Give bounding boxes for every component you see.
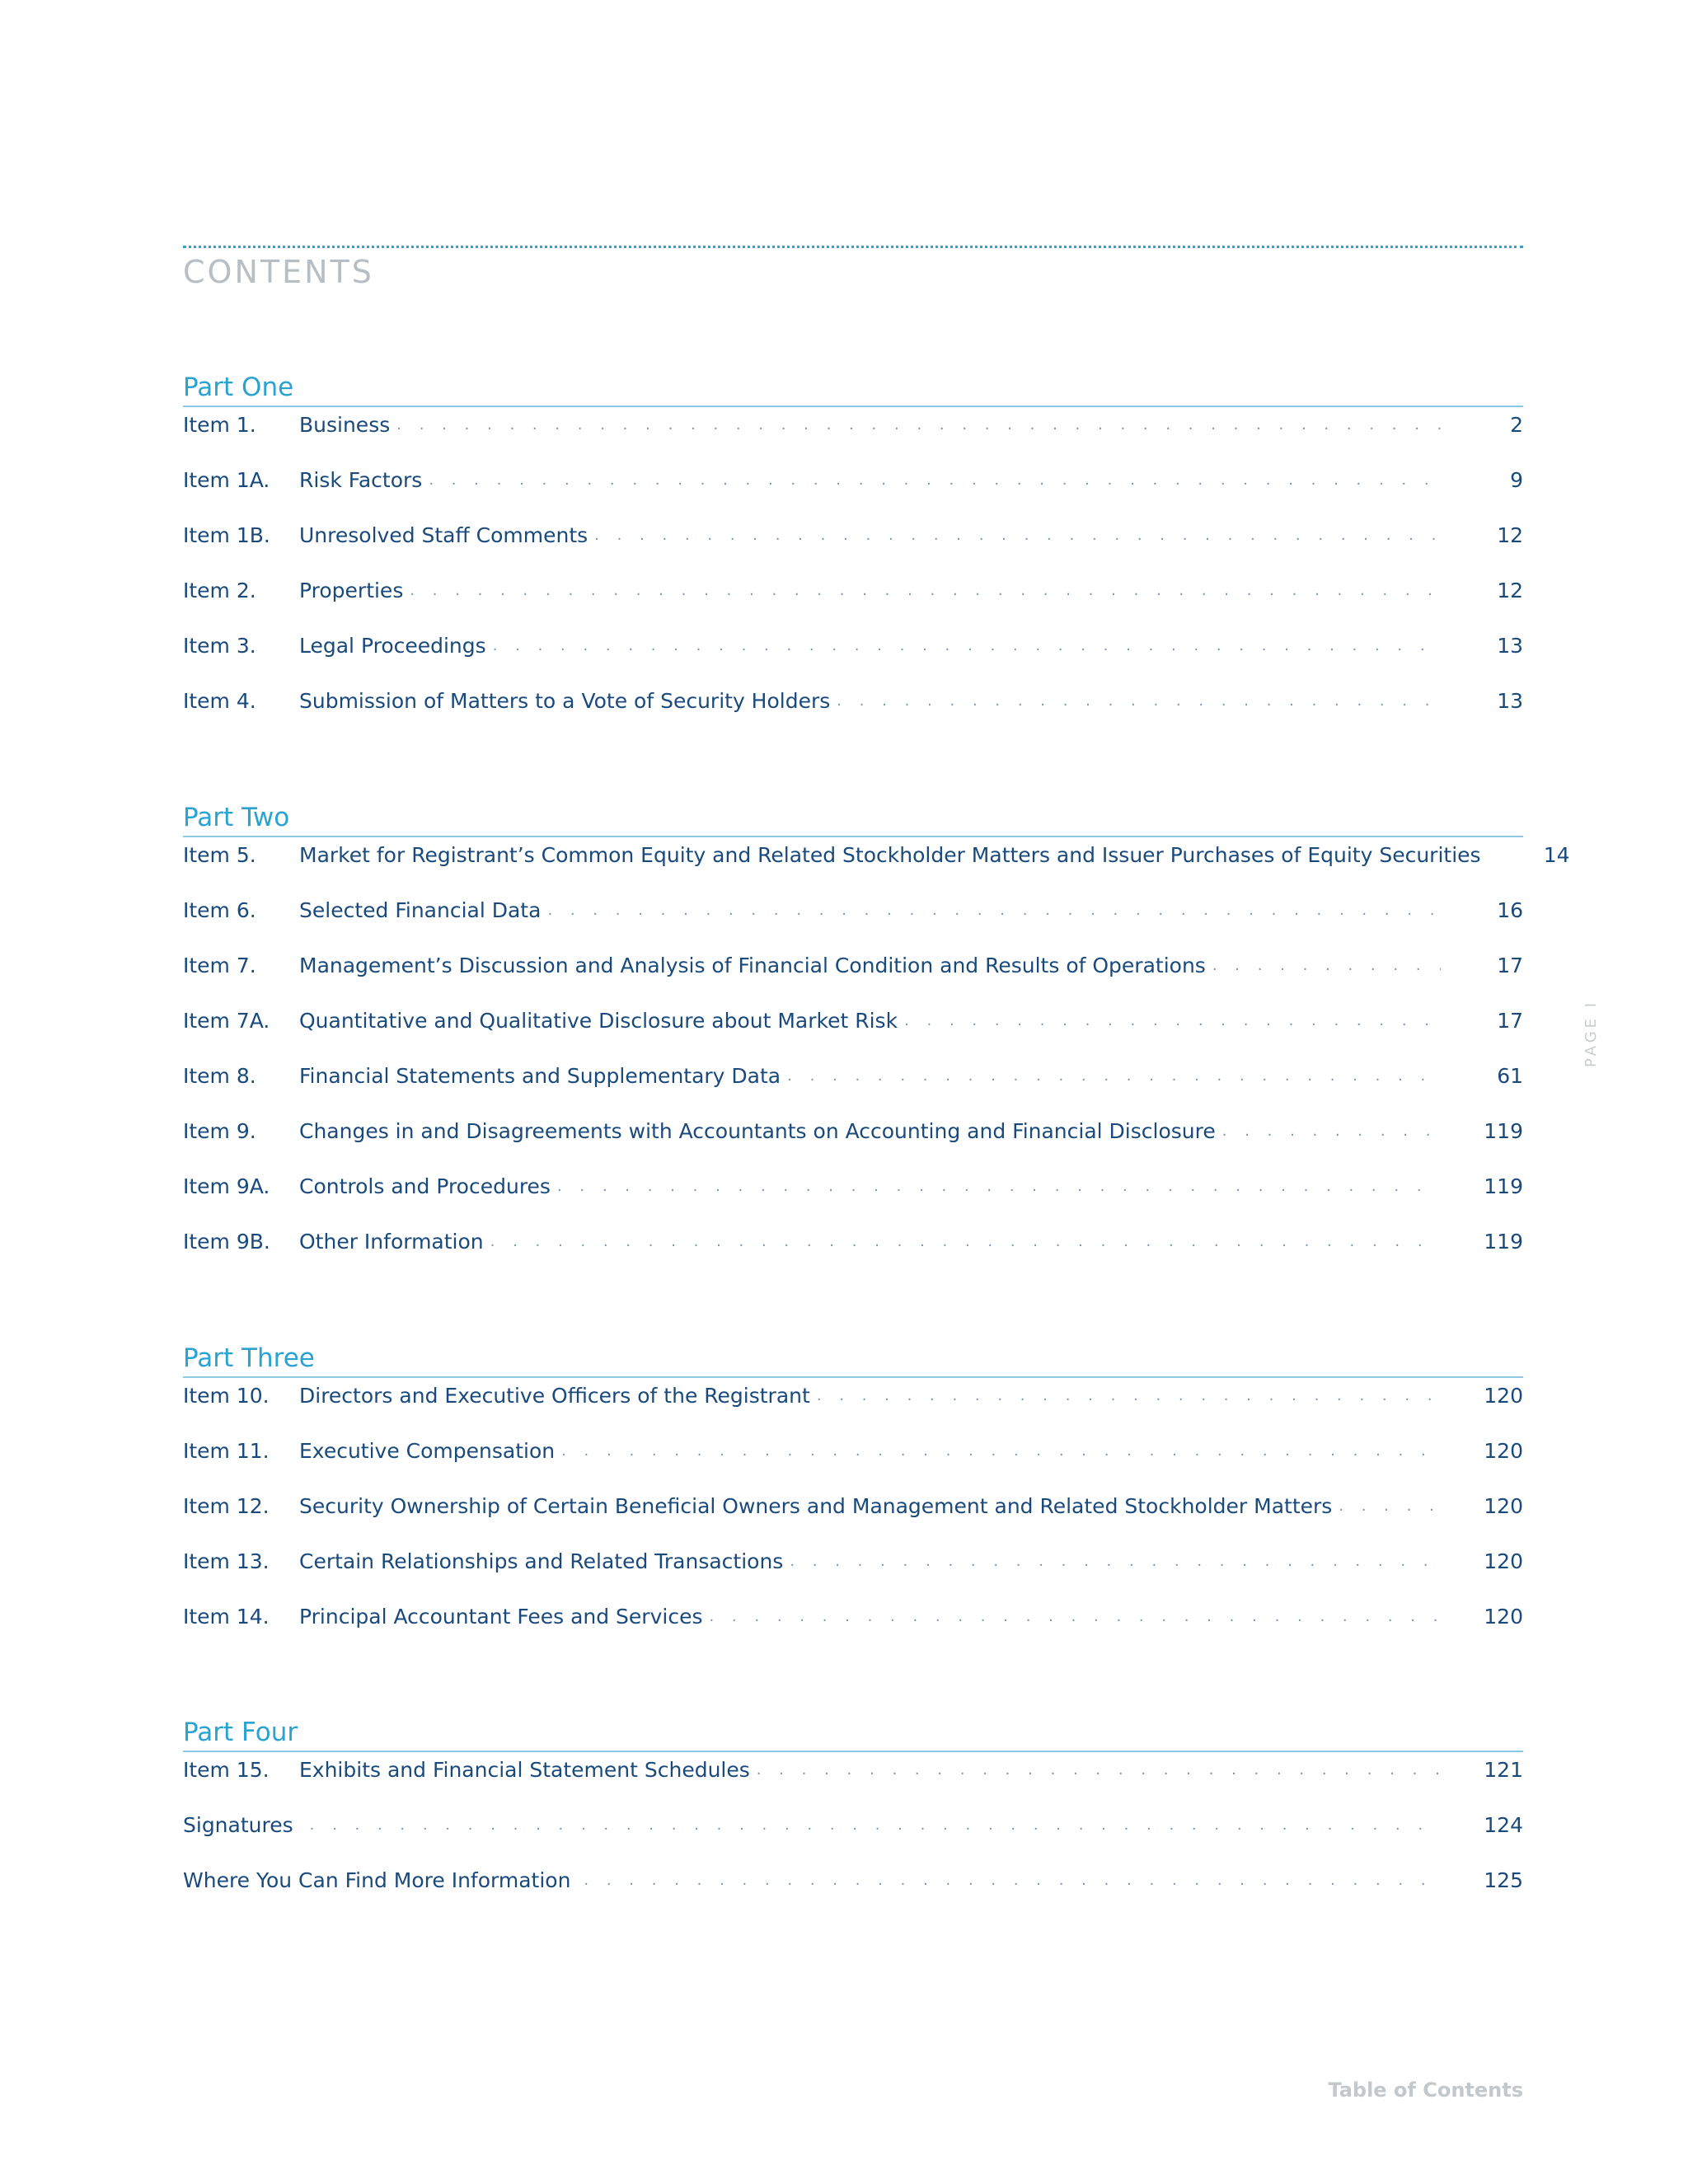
toc-row[interactable] [183,467,1523,523]
dot-leader [904,1008,1441,1034]
item-number: Item 12. [183,1494,270,1518]
toc-row[interactable] [183,1118,1523,1174]
item-title[interactable]: Unresolved Staff Comments [299,523,588,547]
dot-leader [837,688,1441,715]
item-title[interactable]: Business [299,413,391,437]
page-title: CONTENTS [183,254,374,290]
page-number[interactable]: 120 [1484,1494,1523,1518]
toc-row[interactable] [183,1868,1523,1923]
item-number: Item 10. [183,1384,270,1408]
item-title[interactable]: Exhibits and Financial Statement Schedules [299,1758,750,1782]
page-number[interactable]: 17 [1497,954,1523,977]
page-number[interactable]: 2 [1510,413,1523,437]
dot-leader [790,1549,1441,1575]
item-number: Item 8. [183,1064,256,1088]
item-title[interactable]: Management’s Discussion and Analysis of Financial Condition and Results of Operations [299,954,1206,977]
toc-row[interactable] [183,898,1523,953]
item-number: Item 9A. [183,1174,270,1198]
page-number[interactable]: 119 [1484,1174,1523,1198]
dot-leader [1212,953,1441,979]
toc-row[interactable] [183,1604,1523,1659]
dot-leader [817,1383,1441,1409]
dot-leader [310,1812,1441,1839]
toc-row[interactable] [183,1549,1523,1604]
page-number[interactable]: 13 [1497,689,1523,713]
page-number[interactable]: 61 [1497,1064,1523,1088]
item-number: Item 7A. [183,1009,270,1033]
page-number[interactable]: 14 [1543,843,1570,867]
item-number: Item 1B. [183,523,270,547]
toc-row[interactable] [183,1383,1523,1438]
dot-leader [594,523,1441,549]
toc-row[interactable] [183,633,1523,688]
dot-leader [1222,1118,1441,1145]
page-number[interactable]: 120 [1484,1605,1523,1629]
toc-row[interactable] [183,1812,1523,1868]
page-number[interactable]: 124 [1484,1813,1523,1837]
item-number: Item 7. [183,954,256,977]
item-title[interactable]: Executive Compensation [299,1439,556,1463]
item-number: Item 1A. [183,468,270,492]
item-title[interactable]: Financial Statements and Supplementary Data [299,1064,781,1088]
dot-leader [547,898,1441,924]
page-number[interactable]: 120 [1484,1384,1523,1408]
page-number[interactable]: 12 [1497,523,1523,547]
toc-row[interactable] [183,1757,1523,1812]
part-four-section [183,1716,1523,1923]
item-number: Item 13. [183,1549,270,1573]
toc-row[interactable] [183,688,1523,743]
dot-leader [429,467,1441,494]
item-title[interactable]: Certain Relationships and Related Transactions [299,1549,784,1573]
toc-row[interactable] [183,953,1523,1008]
item-number: Item 9B. [183,1230,270,1254]
item-number: Item 3. [183,634,256,658]
page-number[interactable]: 125 [1484,1868,1523,1892]
page-number[interactable]: 119 [1484,1119,1523,1143]
toc-row[interactable] [183,412,1523,467]
item-title[interactable]: Submission of Matters to a Vote of Security Holders [299,689,831,713]
contents-page [183,246,1523,293]
item-number: Item 2. [183,579,256,602]
dot-leader [557,1174,1441,1200]
toc-row[interactable] [183,842,1570,898]
item-number: Item 9. [183,1119,256,1143]
item-title[interactable]: Security Ownership of Certain Beneficial Owners and Management and Related Stockholder Matters [299,1494,1333,1518]
page-number[interactable]: 119 [1484,1230,1523,1254]
dot-leader [493,633,1441,659]
part-heading: Part Three [183,1342,1523,1378]
dot-leader [709,1604,1441,1630]
toc-row[interactable] [183,1174,1523,1229]
page-number[interactable]: 120 [1484,1549,1523,1573]
table-of-contents-link[interactable]: Table of Contents [1328,2079,1523,2102]
item-number: Item 5. [183,843,256,867]
item-title[interactable]: Market for Registrant’s Common Equity and Related Stockholder Matters and Issuer Purchases of Equity Securities [299,843,1481,867]
item-number: Item 1. [183,413,256,437]
item-title[interactable]: Legal Proceedings [299,634,486,658]
page-number[interactable]: 16 [1497,898,1523,922]
item-title[interactable]: Other Information [299,1230,484,1254]
toc-row[interactable] [183,578,1523,633]
toc-row[interactable] [183,1229,1523,1284]
part-three-section [183,1342,1523,1659]
item-title[interactable]: Principal Accountant Fees and Services [299,1605,703,1629]
item-title[interactable]: Controls and Procedures [299,1174,551,1198]
item-number: Item 6. [183,898,256,922]
item-number: Item 11. [183,1439,270,1463]
item-title[interactable]: Changes in and Disagreements with Accountants on Accounting and Financial Disclosure [299,1119,1216,1143]
item-title[interactable]: Quantitative and Qualitative Disclosure about Market Risk [299,1009,898,1033]
part-heading: Part Two [183,801,1523,837]
page-number[interactable]: 13 [1497,634,1523,658]
dot-leader [410,578,1441,604]
part-two-section [183,801,1570,1284]
item-title[interactable]: Selected Financial Data [299,898,542,922]
page-number[interactable]: 120 [1484,1439,1523,1463]
part-heading: Part Four [183,1716,1523,1752]
dot-leader [561,1438,1441,1465]
toc-row[interactable] [183,1063,1523,1118]
part-heading: Part One [183,371,1523,407]
item-title[interactable]: Where You Can Find More Information [183,1868,571,1892]
dot-leader [490,1229,1441,1255]
toc-row[interactable] [183,523,1523,578]
toc-row[interactable] [183,1438,1523,1493]
page-number[interactable]: 17 [1497,1009,1523,1033]
top-dotted-rule [183,246,1523,248]
dot-leader [1339,1493,1441,1520]
toc-row[interactable] [183,1008,1523,1063]
dot-leader [787,1063,1441,1090]
item-number: Item 15. [183,1758,270,1782]
part-one-section [183,371,1523,743]
item-title[interactable]: Risk Factors [299,468,423,492]
item-title[interactable]: Properties [299,579,404,602]
item-title[interactable]: Directors and Executive Officers of the Registrant [299,1384,810,1408]
item-number: Item 4. [183,689,256,713]
page-number[interactable]: 9 [1510,468,1523,492]
dot-leader [584,1868,1441,1894]
page-number[interactable]: 12 [1497,579,1523,602]
toc-row[interactable] [183,1493,1523,1549]
item-number: Item 14. [183,1605,270,1629]
page-marker: PAGE I [1582,999,1600,1067]
page-number[interactable]: 121 [1484,1758,1523,1782]
item-title[interactable]: Signatures [183,1813,293,1837]
dot-leader [757,1757,1441,1783]
dot-leader [396,412,1441,438]
